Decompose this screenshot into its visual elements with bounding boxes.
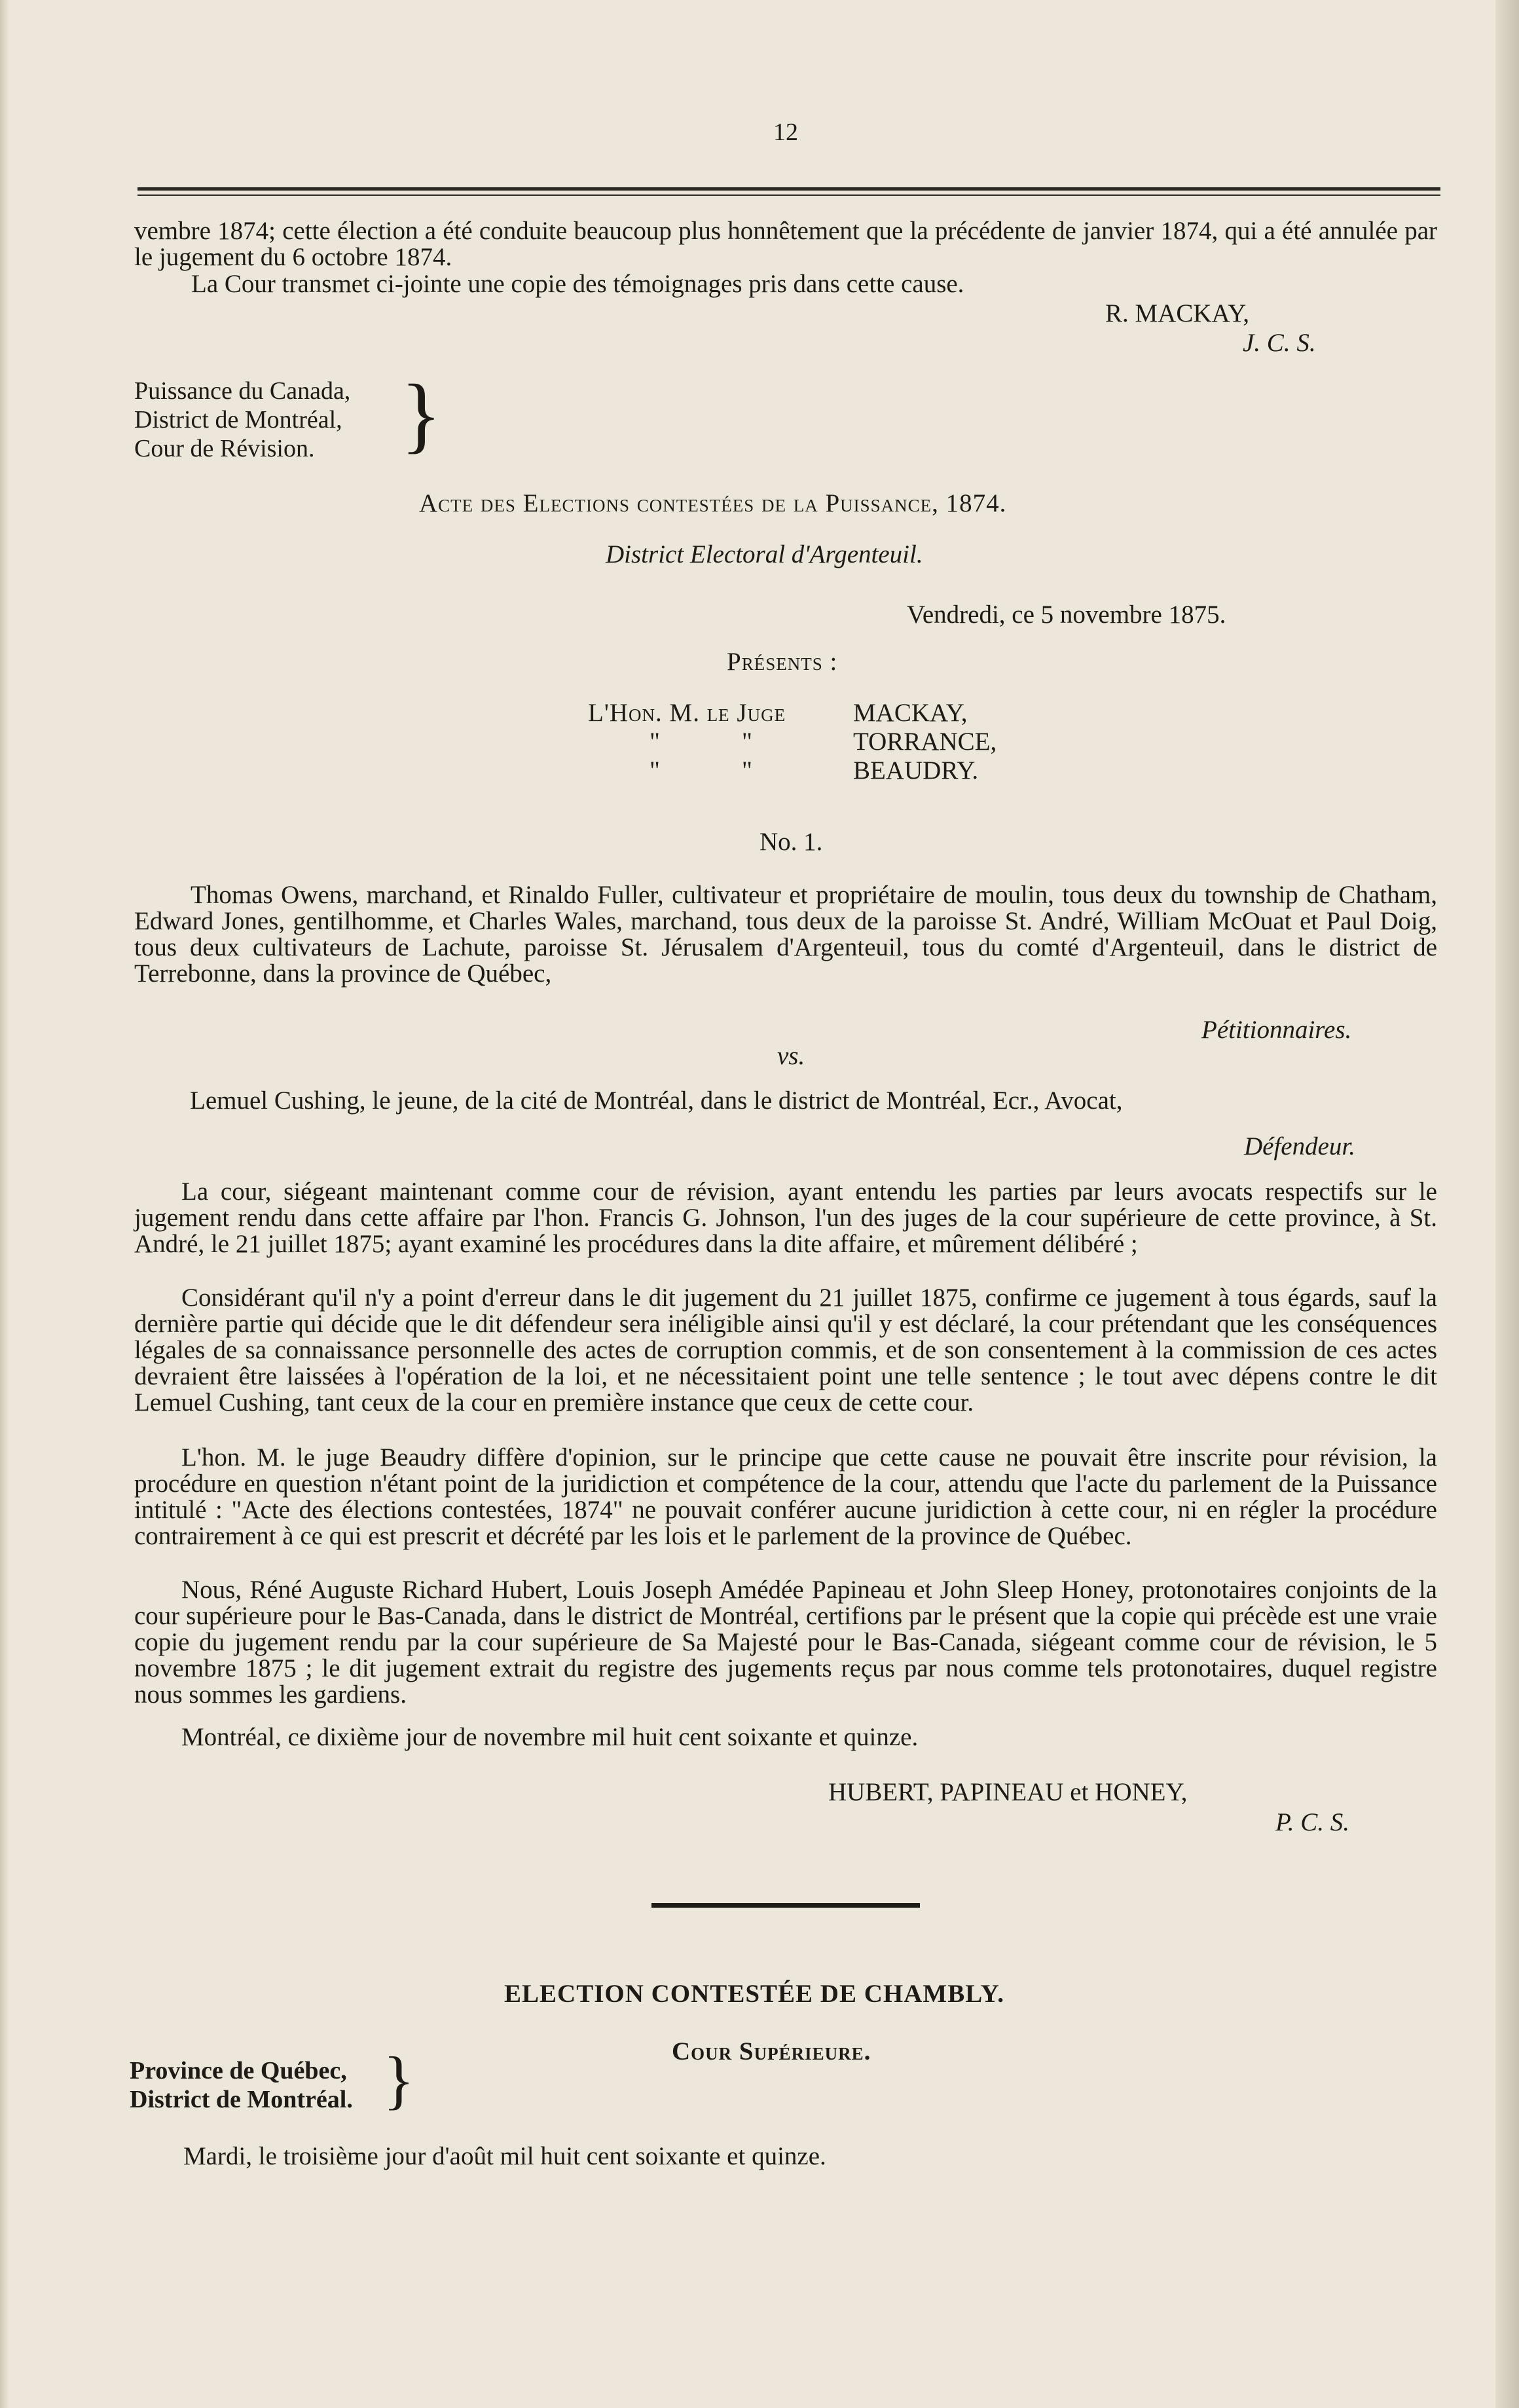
judgment-paragraph-2: Considérant qu'il n'y a point d'erreur dans le dit jugement du 21 juillet 1875, confirme ce jugement à tous égards, sauf la dernière partie qui décide que le dit défendeur sera inéligible ainsi qu'il y est déclaré, la cour prétendant que les conséquences légales de sa connaissance personnelle des actes de corruption commis, et de son consentement à la commission de ces actes devraient être laissées à l'opération de la loi, et ne nécessitaient point une telle sentence ; le tout avec dépens contre le dit Lemuel Cushing, tant ceux de la cour en première instance que ceux de cette cour. <box>134 1284 1437 1417</box>
ditto-mark: " <box>650 728 660 756</box>
header-rule-thin <box>137 194 1440 196</box>
judge-name: TORRANCE, <box>853 728 997 756</box>
page-number: 12 <box>773 119 798 146</box>
intro-paragraph: vembre 1874; cette élection a été conduite beaucoup plus honnêtement que la précédente de janvier 1874, qui a été annulée par le jugement du 6 octobre 1874. <box>134 217 1437 271</box>
versus: vs. <box>777 1042 805 1070</box>
venue-line: Puissance du Canada, <box>134 377 351 405</box>
venue-brace-2: } <box>383 2043 414 2116</box>
venue-line: District de Montréal, <box>134 406 342 434</box>
petitioners-paragraph: Thomas Owens, marchand, et Rinaldo Fuller, cultivateur et propriétaire de moulin, tous deux du township de Chatham, Edward Jones, gentilhomme, et Charles Wales, marchand, tous deux de la paroisse St. André, William McOuat et Paul Doig, tous deux cultivateurs de Lachute, paroisse St. Jérusalem d'Argenteuil, tous du comté d'Argenteuil, dans le district de Terrebonne, dans la province de Québec, <box>134 881 1437 988</box>
judgment-date-line: Montréal, ce dixième jour de novembre mil huit cent soixante et quinze. <box>181 1723 919 1751</box>
date-line: Vendredi, ce 5 novembre 1875. <box>907 601 1226 629</box>
defendant-role: Défendeur. <box>1244 1132 1356 1160</box>
petitioners-role: Pétitionnaires. <box>1201 1016 1352 1044</box>
presents-label: Présents : <box>727 648 838 676</box>
header-rule <box>137 187 1440 191</box>
case-number: No. 1. <box>760 828 823 856</box>
page-fold-shadow <box>1495 0 1519 2408</box>
ditto-mark: " <box>650 756 660 785</box>
judge-name: MACKAY, <box>853 699 968 727</box>
protonotaries-title: P. C. S. <box>1275 1808 1350 1836</box>
act-title: Acte des Elections contestées de la Puissance, 1874. <box>419 489 1007 517</box>
protonotaries-signature: HUBERT, PAPINEAU et HONEY, <box>828 1778 1188 1806</box>
section-separator <box>651 1903 920 1908</box>
judgment-paragraph-1: La cour, siégeant maintenant comme cour de révision, ayant entendu les parties par leurs avocats respectifs sur le jugement rendu dans cette affaire par l'hon. Francis G. Johnson, l'un des juges de la cour supérieure de cette province, à St. André, le 21 juillet 1875; ayant examiné les procédures dans la dite affaire, et mûrement délibéré ; <box>134 1177 1437 1258</box>
ditto-mark: " <box>742 728 752 756</box>
court-title: Cour Supérieure. <box>672 2037 871 2065</box>
judgment-paragraph-4: Nous, Réné Auguste Richard Hubert, Louis Joseph Amédée Papineau et John Sleep Honey, protonotaires conjoints de la cour supérieure pour le Bas-Canada, dans le district de Montréal, certifions par le présent que la copie qui précède est une vraie copie du jugement rendu par la cour supérieure de Sa Majesté pour le Bas-Canada, siégeant comme cour de révision, le 5 novembre 1875 ; le dit jugement extrait du registre des jugements reçus par nous comme tels protonotaires, duquel registre nous sommes les gardiens. <box>134 1576 1437 1709</box>
venue-block-2 <box>130 2056 353 2114</box>
transmit-line: La Cour transmet ci-jointe une copie des témoignages pris dans cette cause. <box>191 270 964 298</box>
venue-brace: } <box>401 367 442 462</box>
judge-name: BEAUDRY. <box>853 756 979 785</box>
venue-block <box>134 377 350 463</box>
section-date: Mardi, le troisième jour d'août mil huit cent soixante et quinze. <box>183 2142 826 2170</box>
venue-line: District de Montréal. <box>130 2086 353 2113</box>
judgment-paragraph-3: L'hon. M. le juge Beaudry diffère d'opinion, sur le principe que cette cause ne pouvait être inscrite pour révision, la procédure en question n'étant point de la juridiction et compétence de la cour, attendu que l'acte du parlement de la Puissance intitulé : "Acte des élections contestées, 1874" ne pouvait conférer aucune juridiction à cette cour, ni en régler la procédure contrairement à ce qui est prescrit et décrété par les lois et le parlement de la province de Québec. <box>134 1443 1437 1550</box>
judges-prefix: L'Hon. M. le Juge <box>588 699 786 727</box>
district-title: District Electoral d'Argenteuil. <box>606 540 923 568</box>
signature-judge: R. MACKAY, <box>1105 299 1250 327</box>
ditto-mark: " <box>742 756 752 785</box>
defendant-line: Lemuel Cushing, le jeune, de la cité de Montréal, dans le district de Montréal, Ecr., Avocat, <box>190 1086 1123 1115</box>
section-title: ELECTION CONTESTÉE DE CHAMBLY. <box>504 1980 1004 2008</box>
signature-judge-title: J. C. S. <box>1243 329 1316 357</box>
venue-line: Cour de Révision. <box>134 435 315 462</box>
page-left-edge <box>0 0 9 2408</box>
venue-line: Province de Québec, <box>130 2057 347 2084</box>
